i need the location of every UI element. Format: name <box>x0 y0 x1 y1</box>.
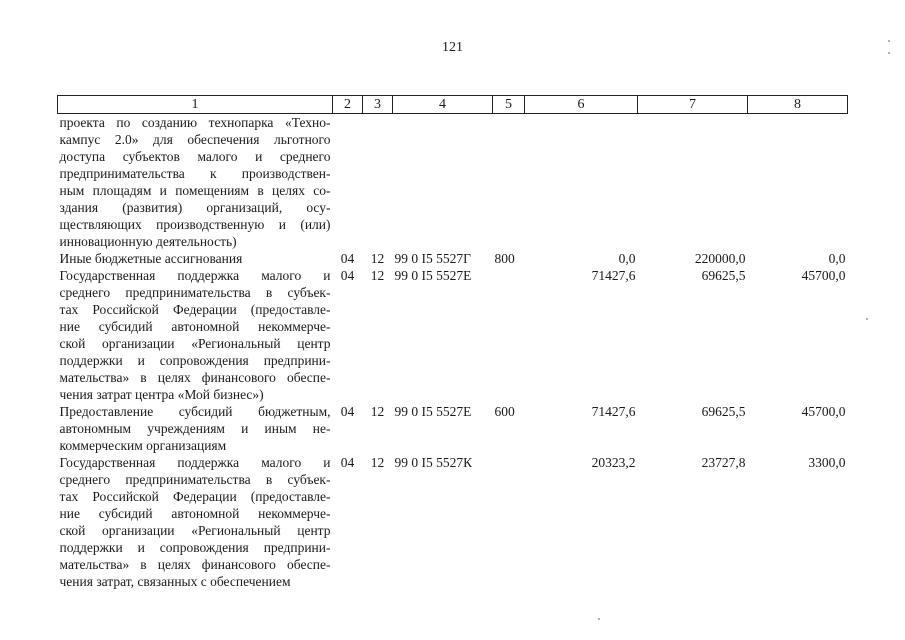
description-line: кампус 2.0» для обеспечения льготного <box>59 132 331 147</box>
header-col-8: 8 <box>748 96 848 114</box>
amount-col-6: 0,0 <box>618 251 636 266</box>
amount-col-8: 0,0 <box>828 251 846 266</box>
description-line: коммерческим организациям <box>59 438 227 453</box>
table-row <box>58 267 848 403</box>
description-line: ным площадям и помещениям в целях со- <box>59 183 331 198</box>
header-col-1: 1 <box>58 96 333 114</box>
description-line: автономным учреждениям и иным не- <box>59 421 331 436</box>
section-code: 04 <box>340 455 355 470</box>
amount-col-8 <box>748 114 848 251</box>
subsection-code: 12 <box>370 251 385 266</box>
table-body <box>58 114 848 591</box>
amount-col-6: 71427,6 <box>591 268 636 283</box>
row-description <box>58 454 333 590</box>
description-line: среднего предпринимательства в субъек- <box>59 285 331 300</box>
table-row <box>58 114 848 251</box>
subsection-code: 12 <box>370 455 385 470</box>
budget-table <box>57 95 848 590</box>
header-row <box>58 96 848 114</box>
subsection-code <box>363 114 393 251</box>
section-code: 04 <box>340 268 355 283</box>
section-code <box>333 114 363 251</box>
description-line: Государственная поддержка малого и <box>59 455 331 470</box>
row-description <box>58 403 333 454</box>
subsection-code: 12 <box>370 268 385 283</box>
description-line: мательства» в целях финансового обеспе- <box>59 370 331 385</box>
target-article-code: 99 0 I5 5527Е <box>394 268 472 283</box>
description-line: инновационную деятельность) <box>59 234 237 249</box>
amount-col-7 <box>638 114 748 251</box>
description-line: предпринимательства к производствен- <box>59 166 331 181</box>
amount-col-8: 3300,0 <box>808 455 846 470</box>
table-row <box>58 403 848 454</box>
amount-col-6: 20323,2 <box>591 455 636 470</box>
description-line: мательства» в целях финансового обеспе- <box>59 557 331 572</box>
description-line: ние субсидий автономной некоммерче- <box>59 319 331 334</box>
description-line: тах Российской Федерации (предоставле- <box>59 302 331 317</box>
table-row <box>58 250 848 267</box>
description-line: среднего предпринимательства в субъек- <box>59 472 331 487</box>
section-code: 04 <box>340 251 355 266</box>
header-col-3: 3 <box>363 96 393 114</box>
scan-speck <box>888 52 890 54</box>
amount-col-7: 69625,5 <box>701 404 746 419</box>
description-line: доступа субъектов малого и среднего <box>59 149 331 164</box>
header-col-2: 2 <box>333 96 363 114</box>
description-line: чения затрат, связанных с обеспечением <box>59 574 291 589</box>
description-line: Иные бюджетные ассигнования <box>59 251 243 266</box>
amount-col-8: 45700,0 <box>801 268 846 283</box>
description-line: поддержки и сопровождения предприни- <box>59 353 331 368</box>
expense-type-code <box>493 454 525 590</box>
expense-type-code: 800 <box>494 251 515 266</box>
scan-speck <box>888 40 890 42</box>
description-line: ской организации «Региональный центр <box>59 523 331 538</box>
row-description <box>58 250 333 267</box>
description-line: Предоставление субсидий бюджетным, <box>59 404 331 419</box>
description-line: Государственная поддержка малого и <box>59 268 331 283</box>
description-line: ние субсидий автономной некоммерче- <box>59 506 331 521</box>
scan-speck <box>598 618 600 620</box>
header-col-6: 6 <box>525 96 638 114</box>
target-article-code <box>393 114 493 251</box>
description-line: ществляющих производственную и (или) <box>59 217 331 232</box>
amount-col-7: 69625,5 <box>701 268 746 283</box>
amount-col-7: 220000,0 <box>694 251 746 266</box>
row-description <box>58 267 333 403</box>
target-article-code: 99 0 I5 5527Г <box>394 251 471 266</box>
header-col-7: 7 <box>638 96 748 114</box>
row-description <box>58 114 333 251</box>
description-line: тах Российской Федерации (предоставле- <box>59 489 331 504</box>
subsection-code: 12 <box>370 404 385 419</box>
description-line: чения затрат центра «Мой бизнес») <box>59 387 264 402</box>
amount-col-8: 45700,0 <box>801 404 846 419</box>
amount-col-6 <box>525 114 638 251</box>
target-article-code: 99 0 I5 5527Е <box>394 404 472 419</box>
header-col-5: 5 <box>493 96 525 114</box>
description-line: проекта по созданию технопарка «Техно- <box>59 115 331 130</box>
expense-type-code <box>493 267 525 403</box>
section-code: 04 <box>340 404 355 419</box>
description-line: ской организации «Региональный центр <box>59 336 331 351</box>
amount-col-7: 23727,8 <box>701 455 746 470</box>
expense-type-code: 600 <box>494 404 515 419</box>
amount-col-6: 71427,6 <box>591 404 636 419</box>
target-article-code: 99 0 I5 5527К <box>394 455 473 470</box>
header-col-4: 4 <box>393 96 493 114</box>
page-number: 121 <box>442 40 463 55</box>
description-line: здания (развития) организаций, осу- <box>59 200 331 215</box>
expense-type-code <box>493 114 525 251</box>
description-line: поддержки и сопровождения предприни- <box>59 540 331 555</box>
table-row <box>58 454 848 590</box>
scan-speck <box>866 318 868 320</box>
